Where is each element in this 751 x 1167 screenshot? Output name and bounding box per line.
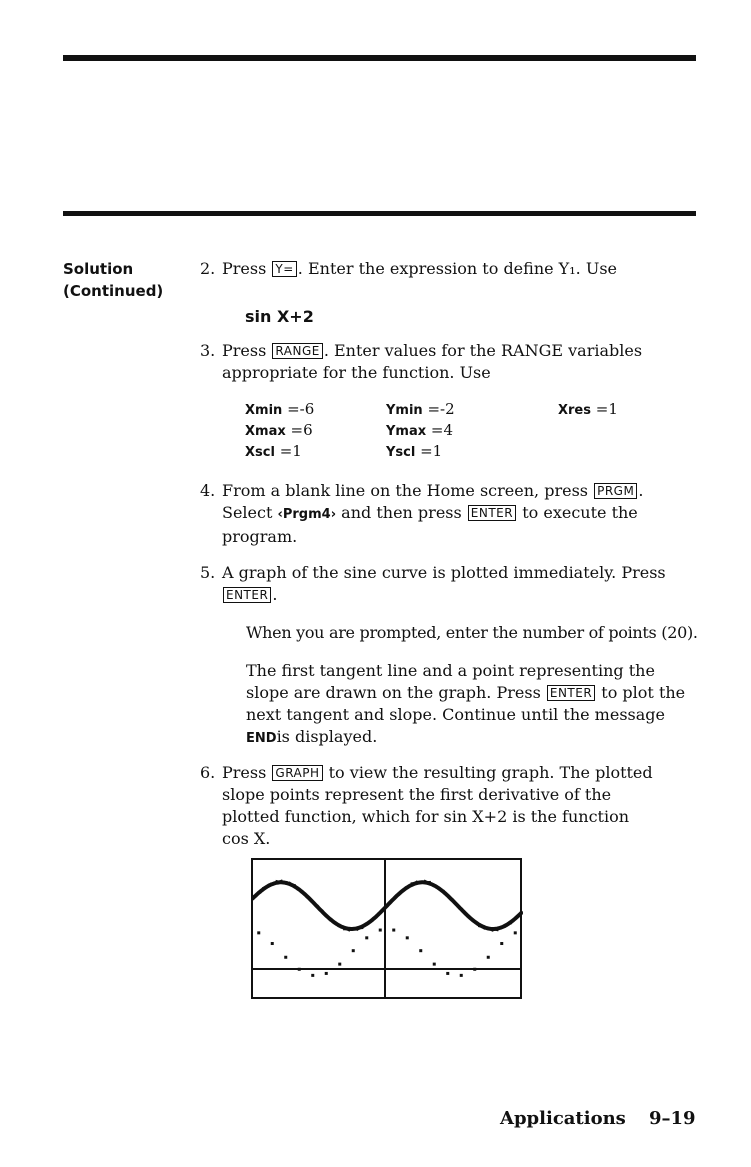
step-text: to execute the — [522, 503, 638, 522]
range-var: Ymax =4 — [386, 421, 454, 439]
step-text: Select — [222, 503, 273, 522]
range-key: RANGE — [272, 343, 322, 359]
step-text: Press — [222, 763, 267, 782]
step-text: slope points represent the first derivative of the — [222, 785, 612, 804]
slope-point — [446, 972, 449, 975]
slope-point — [271, 942, 274, 945]
slope-point — [473, 968, 476, 971]
step-text: cos X. — [222, 829, 271, 848]
step-number: 4. — [200, 481, 216, 500]
enter-key: ENTER — [547, 685, 595, 701]
range-var: Xscl =1 — [245, 442, 302, 460]
slope-point — [298, 968, 301, 971]
step-number: 6. — [200, 763, 216, 782]
slope-point — [257, 931, 260, 934]
step-number: 3. — [200, 341, 216, 360]
range-var: Xmax =6 — [245, 421, 313, 439]
range-var: Xmin =-6 — [245, 400, 315, 418]
enter-key: ENTER — [223, 587, 271, 603]
step-number: 2. — [200, 259, 216, 278]
step-5 — [200, 562, 702, 606]
step-6 — [200, 762, 702, 850]
range-var: Xres =1 — [558, 400, 618, 418]
step-text: Press — [222, 341, 267, 360]
slope-point — [352, 949, 355, 952]
para-text: slope are drawn on the graph. Press — [246, 683, 541, 702]
step-text: . — [272, 585, 278, 604]
slope-point — [392, 929, 395, 932]
step-text: to view the resulting graph. The plotted — [328, 763, 653, 782]
sidebar-line-2: (Continued) — [63, 282, 164, 300]
slope-point — [460, 974, 463, 977]
slope-point — [419, 949, 422, 952]
range-var: Ymin =-2 — [386, 400, 455, 418]
step-number: 5. — [200, 563, 216, 582]
tangent-paragraph — [246, 660, 706, 750]
end-message: END — [246, 731, 277, 746]
slope-point — [500, 942, 503, 945]
step-text: and then press — [341, 503, 462, 522]
calculator-graph — [251, 858, 523, 1000]
step-4 — [200, 480, 702, 548]
slope-point — [379, 929, 382, 932]
page-number: 9–19 — [649, 1108, 696, 1129]
program-name: ‹Prgm4› — [277, 507, 337, 522]
step-3 — [200, 340, 702, 384]
enter-key: ENTER — [468, 505, 516, 521]
slope-point — [365, 936, 368, 939]
y-equals-key: Y= — [272, 261, 296, 277]
prompt-paragraph: When you are prompted, enter the number of points (20). — [246, 623, 698, 642]
header-rule — [63, 55, 696, 61]
section-rule — [63, 211, 696, 216]
step-2 — [200, 258, 702, 280]
sidebar-heading — [63, 258, 163, 302]
step-text: . — [638, 481, 644, 500]
step-text: appropriate for the function. Use — [222, 363, 491, 382]
slope-point — [433, 963, 436, 966]
prgm-key: PRGM — [594, 483, 637, 499]
para-text: to plot the — [601, 683, 686, 702]
step-text: . Enter values for the RANGE variables — [323, 341, 643, 360]
step-text: From a blank line on the Home screen, press — [222, 481, 588, 500]
step-text: . Enter the expression to define Y₁. Use — [297, 259, 617, 278]
para-text: is displayed. — [276, 727, 378, 746]
slope-point — [325, 972, 328, 975]
sidebar-line-1: Solution — [63, 260, 134, 278]
para-text: The first tangent line and a point representing the — [246, 661, 655, 680]
slope-point — [338, 963, 341, 966]
step-text: Press — [222, 259, 267, 278]
range-var: Yscl =1 — [386, 442, 443, 460]
slope-point — [311, 974, 314, 977]
step-text: program. — [222, 527, 298, 546]
step-text: A graph of the sine curve is plotted immediately. Press — [222, 563, 666, 582]
graph-frame — [252, 859, 521, 998]
para-text: next tangent and slope. Continue until the message — [246, 705, 665, 724]
slope-point — [487, 956, 490, 959]
footer-section-title: Applications — [500, 1108, 626, 1129]
slope-point — [514, 931, 517, 934]
slope-point — [406, 936, 409, 939]
slope-point — [284, 956, 287, 959]
step-text: plotted function, which for sin X+2 is the function — [222, 807, 630, 826]
graph-key: GRAPH — [272, 765, 322, 781]
expression-code: sin X+2 — [245, 307, 314, 326]
